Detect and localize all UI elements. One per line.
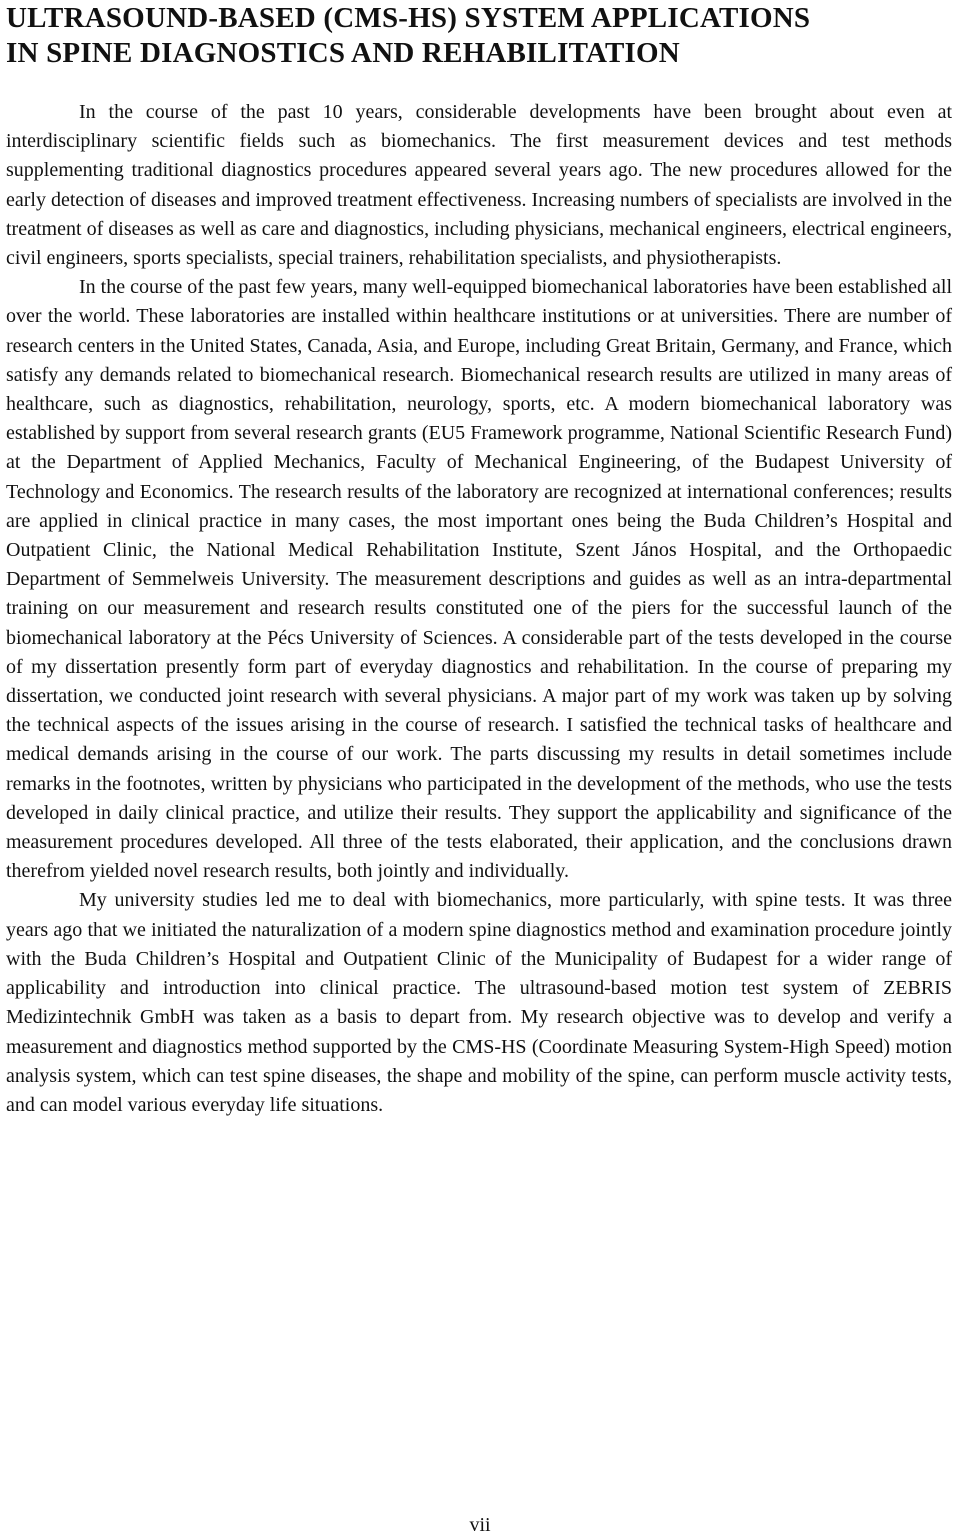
paragraph-objective: My university studies led me to deal with biomechanics, more particularly, with spine tests. It was three years ago that we initiated the naturalization of a modern spine diagnostics method and examination procedure jointly with the Buda Children’s Hospital and Outpatient Clinic of the Municipality of Budapest for a wider range of applicability and introduction into clinical practice. The ultrasound-based motion test system of ZEBRIS Medizintechnik GmbH was taken as a basis to depart from. My research objective was to develop and verify a measurement and diagnostics method supported by the CMS-HS (Coordinate Measuring System-High Speed) motion analysis system, which can test spine diseases, the shape and mobility of the spine, can perform muscle activity tests, and can model various everyday life situations. xyxy=(6,889,952,1116)
title-line-2: IN SPINE DIAGNOSTICS AND REHABILITATION xyxy=(6,37,680,69)
document-title xyxy=(6,0,952,71)
paragraph-laboratories: In the course of the past few years, many well-equipped biomechanical laboratories have been established all over the world. These laboratories are installed within healthcare institutions or at universities. There are number of research centers in the United States, Canada, Asia, and Europe, including Great Britain, Germany, and France, which satisfy any demands related to biomechanical research. Biomechanical research results are utilized in many areas of healthcare, such as diagnostics, rehabilitation, neurology, sports, etc. A modern biomechanical laboratory was established by support from several research grants (EU5 Framework programme, National Scientific Research Fund) at the Department of Applied Mechanics, Faculty of Mechanical Engineering, of the Budapest University of Technology and Economics. The research results of the laboratory are recognized at international conferences; results are applied in clinical practice in many cases, the most important ones being the Buda Children’s Hospital and Outpatient Clinic, the National Medical Rehabilitation Institute, Szent János Hospital, and the Orthopaedic Department of Semmelweis University. The measurement descriptions and guides as well as an intra-departmental training on our measurement and research results constituted one of the piers for the successful launch of the biomechanical laboratory at the Pécs University of Sciences. A considerable part of the tests developed in the course of my dissertation presently form part of everyday diagnostics and rehabilitation. In the course of preparing my dissertation, we conducted joint research with several physicians. A major part of my work was taken up by solving the technical aspects of the issues arising in the course of research. I satisfied the technical tasks of healthcare and medical demands arising in the course of our work. The parts discussing my results in detail sometimes include remarks in the footnotes, written by physicians who participated in the development of the methods, who use the tests developed in daily clinical practice, and utilize their results. They support the applicability and significance of the measurement procedures developed. All three of the tests elaborated, their application, and the conclusions drawn therefrom yielded novel research results, both jointly and individually. xyxy=(6,276,952,883)
page-number: vii xyxy=(469,1514,491,1536)
document-page xyxy=(6,0,952,1120)
paragraph-intro: In the course of the past 10 years, considerable developments have been brought about even at interdisciplinary scientific fields such as biomechanics. The first measurement devices and test methods supplementing traditional diagnostics procedures appeared several years ago. The new procedures allowed for the early detection of diseases and improved treatment effectiveness. Increasing numbers of specialists are involved in the treatment of diseases as well as care and diagnostics, including physicians, mechanical engineers, electrical engineers, civil engineers, sports specialists, special trainers, rehabilitation specialists, and physiotherapists. xyxy=(6,101,952,270)
title-line-1: ULTRASOUND-BASED (CMS-HS) SYSTEM APPLICATIONS xyxy=(6,2,811,34)
